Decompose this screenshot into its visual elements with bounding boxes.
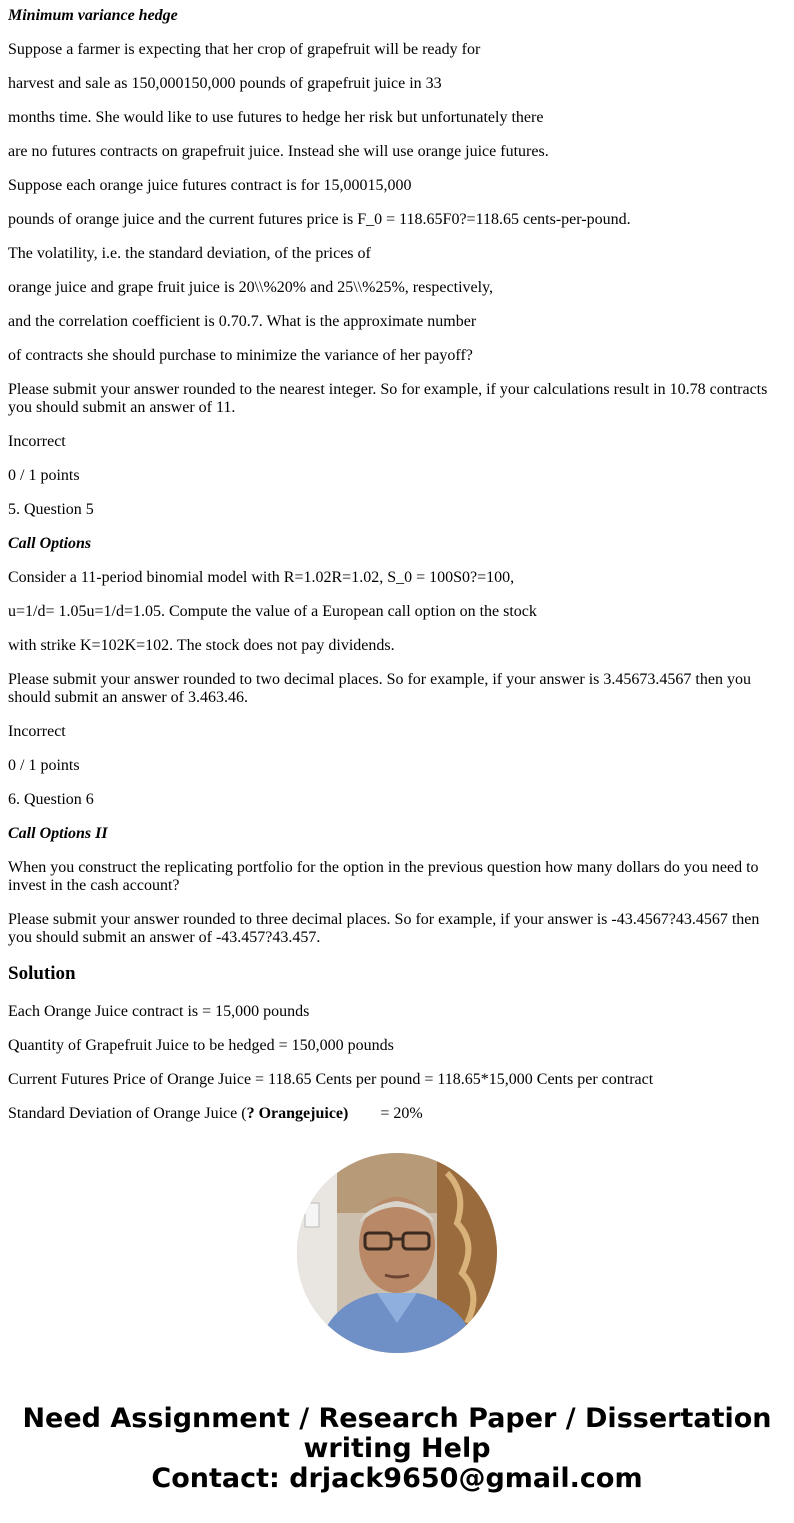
q4-line: The volatility, i.e. the standard deviation, of the prices of: [8, 245, 371, 262]
q4-line: Suppose a farmer is expecting that her crop of grapefruit will be ready for: [8, 41, 481, 58]
sd-value: = 20%: [380, 1105, 423, 1122]
author-photo: [297, 1153, 497, 1353]
q5-instruction: Please submit your answer rounded to two decimal places. So for example, if your answer is 3.45673.4567 then you should submit an answer of 3.463.46.: [8, 671, 751, 706]
q4-status: Incorrect: [8, 433, 66, 450]
author-photo-image: [297, 1153, 497, 1353]
promo-line: Need Assignment / Research Paper / Dissertation: [22, 1403, 772, 1434]
q5-number: 5. Question 5: [8, 501, 94, 518]
q5-points: 0 / 1 points: [8, 757, 80, 774]
solution-line: Current Futures Price of Orange Juice = 118.65 Cents per pound = 118.65*15,000 Cents per contract: [8, 1071, 654, 1088]
q5-line: with strike K=102K=102. The stock does not pay dividends.: [8, 637, 395, 654]
solution-sd-line: [8, 1105, 786, 1123]
q5-status: Incorrect: [8, 723, 66, 740]
q4-line: Suppose each orange juice futures contract is for 15,00015,000: [8, 177, 412, 194]
q4-points: 0 / 1 points: [8, 467, 80, 484]
q6-number: 6. Question 6: [8, 791, 94, 808]
promo-banner: [0, 1404, 794, 1494]
sd-symbol: ? Orangejuice): [246, 1105, 349, 1122]
q4-line: are no futures contracts on grapefruit juice. Instead she will use orange juice futures.: [8, 143, 549, 160]
q5-line: Consider a 11-period binomial model with R=1.02R=1.02, S_0 = 100S0?=100,: [8, 569, 515, 586]
q4-instruction: Please submit your answer rounded to the nearest integer. So for example, if your calculations result in 10.78 contracts you should submit an answer of 11.: [8, 381, 768, 416]
q4-line: orange juice and grape fruit juice is 20\\%20% and 25\\%25%, respectively,: [8, 279, 494, 296]
promo-line: writing Help: [303, 1433, 491, 1464]
q4-title: Minimum variance hedge: [8, 7, 178, 24]
promo-contact: Contact: drjack9650@gmail.com: [151, 1463, 643, 1494]
q6-title: Call Options II: [8, 825, 108, 842]
q4-line: and the correlation coefficient is 0.70.7. What is the approximate number: [8, 313, 477, 330]
q6-instruction: Please submit your answer rounded to three decimal places. So for example, if your answer is -43.4567?43.4567 then you should submit an answer of -43.457?43.457.: [8, 911, 760, 946]
sd-label: Standard Deviation of Orange Juice (: [8, 1105, 247, 1122]
solution-line: Quantity of Grapefruit Juice to be hedged = 150,000 pounds: [8, 1037, 394, 1054]
q5-line: u=1/d= 1.05u=1/d=1.05. Compute the value of a European call option on the stock: [8, 603, 537, 620]
q4-line: of contracts she should purchase to minimize the variance of her payoff?: [8, 347, 473, 364]
solution-line: Each Orange Juice contract is = 15,000 pounds: [8, 1003, 310, 1020]
q5-title: Call Options: [8, 535, 92, 552]
q6-text: When you construct the replicating portfolio for the option in the previous question how many dollars do you need to invest in the cash account?: [8, 859, 759, 894]
q4-line: harvest and sale as 150,000150,000 pounds of grapefruit juice in 33: [8, 75, 442, 92]
q4-line: months time. She would like to use futures to hedge her risk but unfortunately there: [8, 109, 544, 126]
document-content: [8, 7, 786, 1123]
solution-heading: Solution: [8, 963, 76, 984]
q4-line: pounds of orange juice and the current futures price is F_0 = 118.65F0?=118.65 cents-per-pound.: [8, 211, 631, 228]
